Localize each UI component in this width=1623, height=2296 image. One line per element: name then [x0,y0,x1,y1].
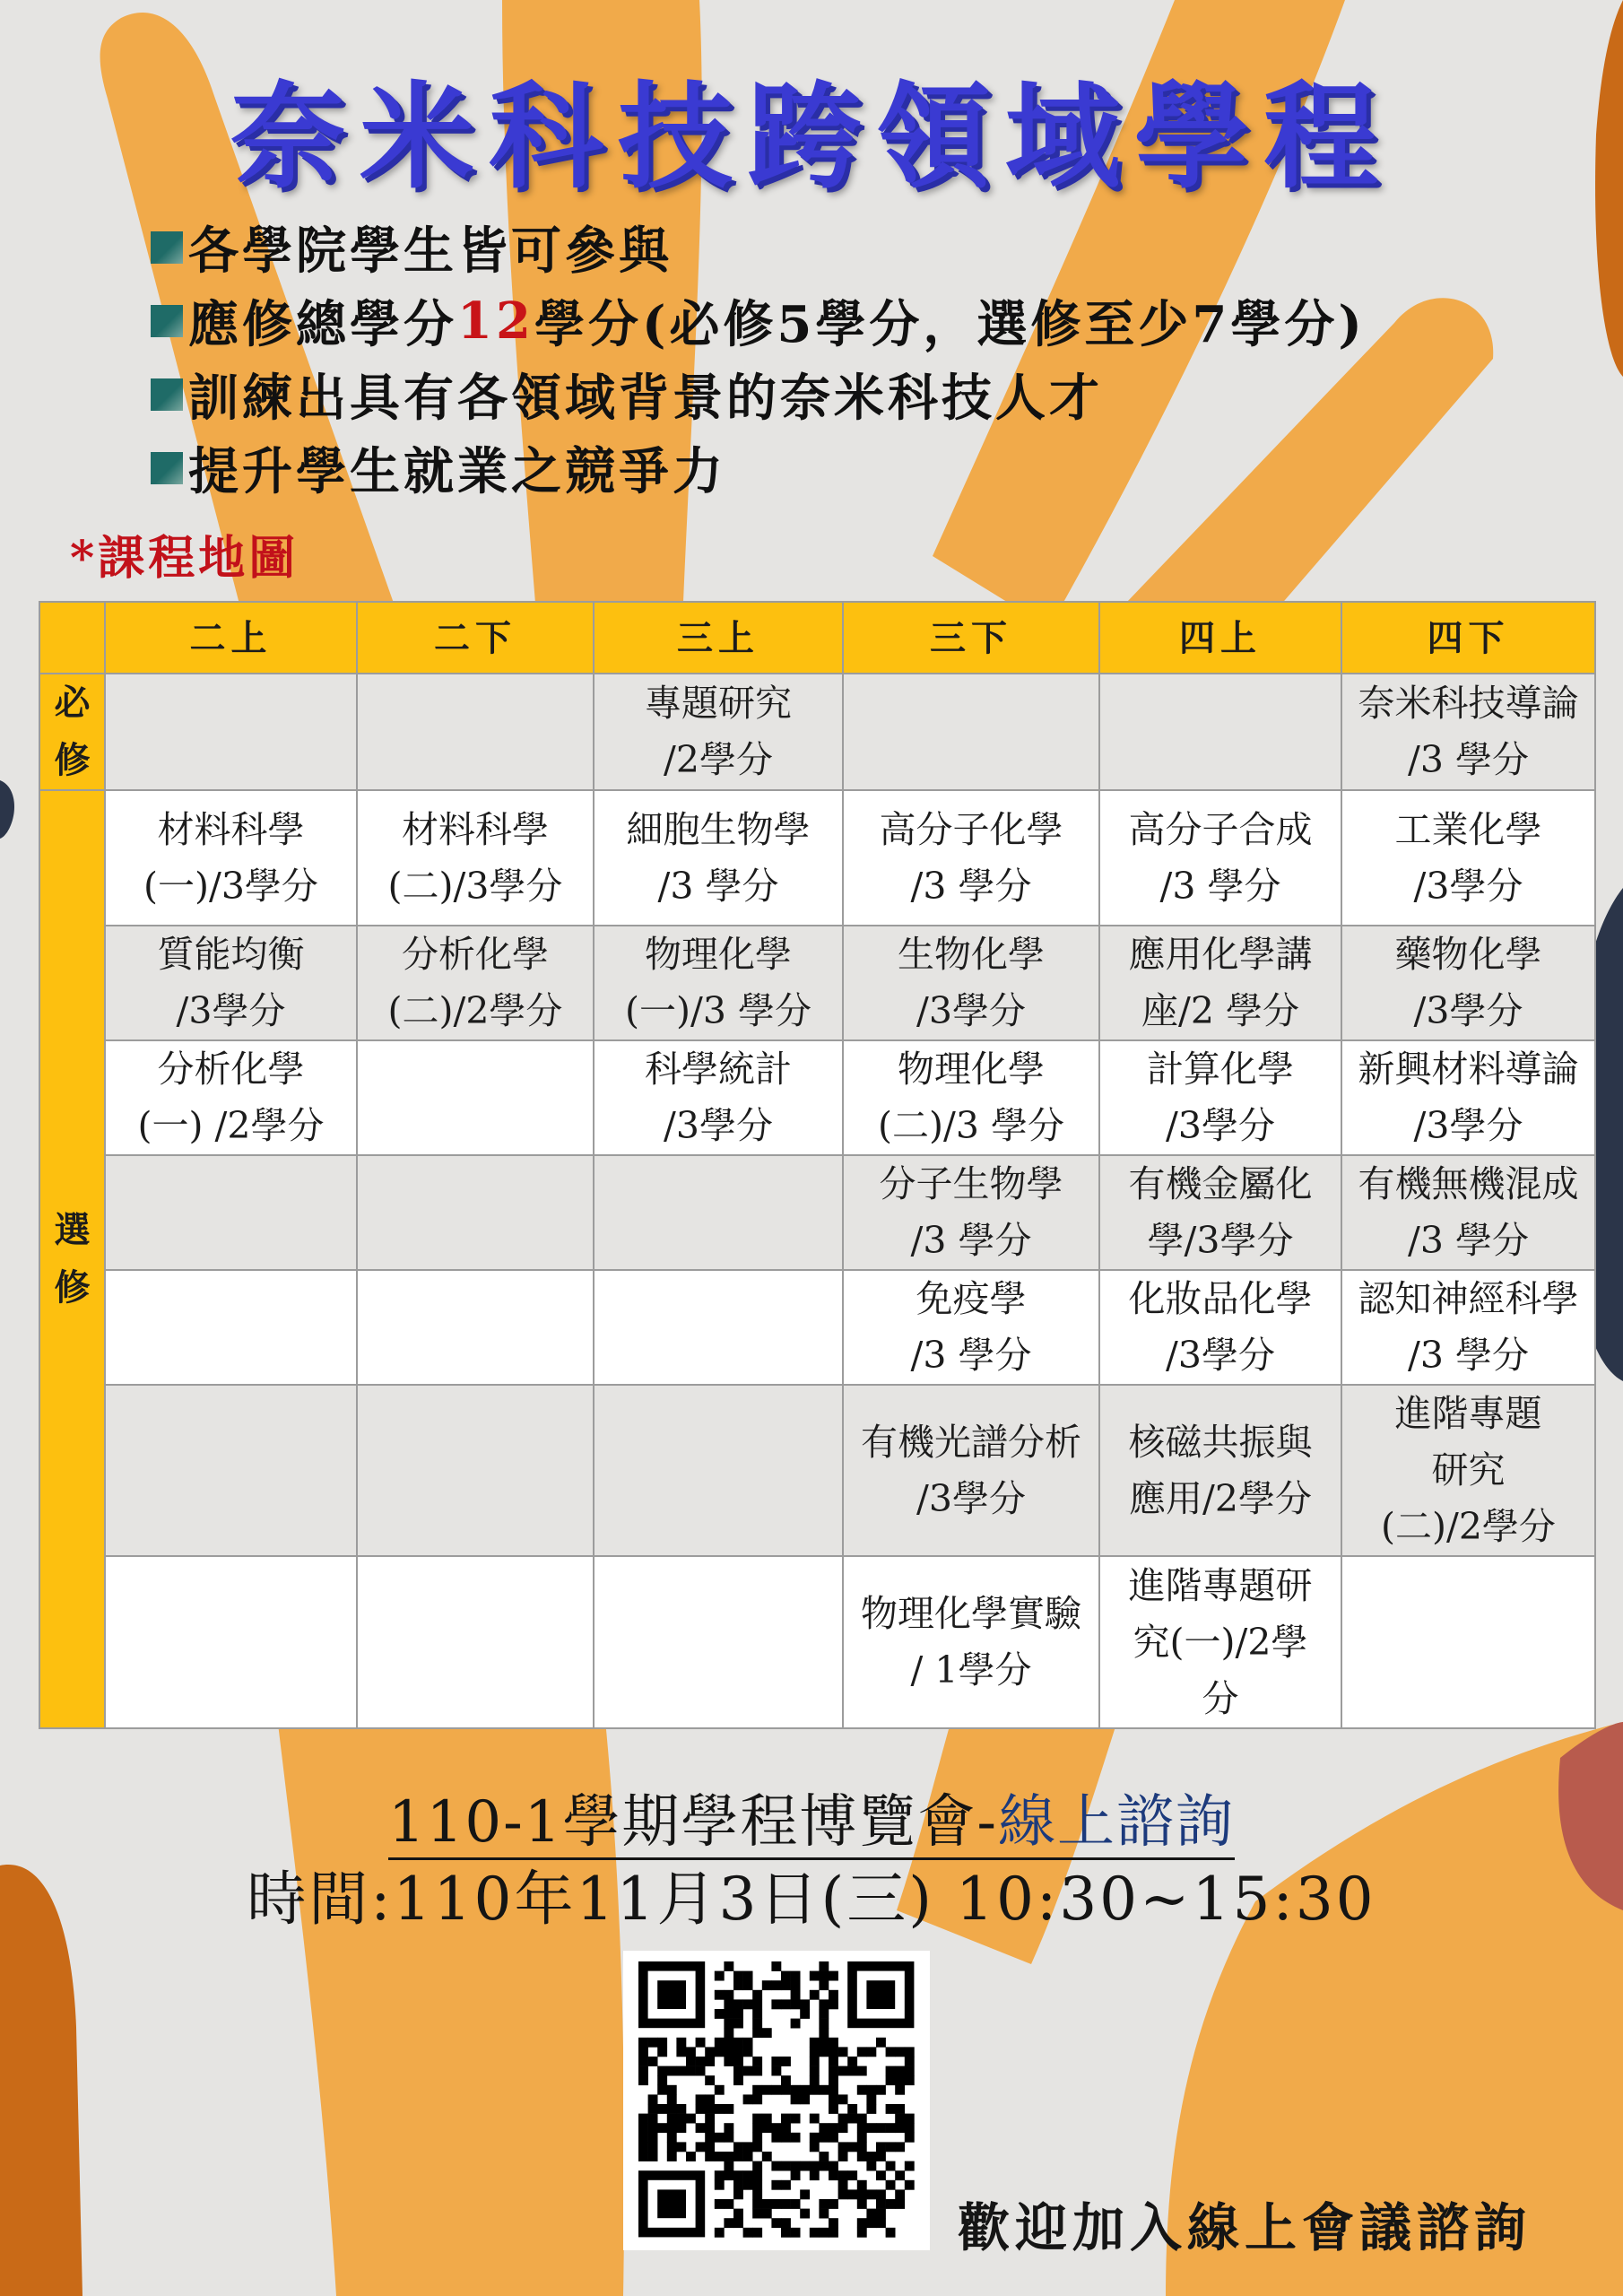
course-cell [594,1556,843,1728]
semester-header: 三下 [843,602,1099,674]
bullet-square-icon [151,452,183,484]
course-cell: 工業化學 /3學分 [1341,790,1595,926]
course-cell: 有機光譜分析 /3學分 [843,1385,1099,1556]
bullet-square-icon [151,378,183,411]
course-cell: 有機金屬化 學/3學分 [1099,1155,1341,1270]
course-cell: 化妝品化學 /3學分 [1099,1270,1341,1385]
course-cell [357,1155,594,1270]
course-cell: 應用化學講 座/2 學分 [1099,926,1341,1040]
bullet-square-icon [151,305,183,337]
course-cell: 分析化學 (二)/2學分 [357,926,594,1040]
feature-text: 訓練出具有各領域背景的奈米科技人才 [188,369,1103,428]
online-consult-link[interactable]: 線上諮詢 [998,1789,1236,1856]
course-cell [594,1155,843,1270]
course-cell: 認知神經科學 /3 學分 [1341,1270,1595,1385]
credit-highlight: 12 [457,291,534,351]
course-cell [357,1270,594,1385]
elective-label: 選 修 [39,790,105,1728]
feature-text-pre: 應修總學分 [188,295,457,354]
elective-row [39,1556,1595,1728]
course-cell [357,1556,594,1728]
course-cell: 生物化學 /3學分 [843,926,1099,1040]
course-cell: 物理化學 (一)/3 學分 [594,926,843,1040]
course-cell: 質能均衡 /3學分 [105,926,357,1040]
course-cell [1099,674,1341,790]
course-cell: 高分子合成 /3 學分 [1099,790,1341,926]
poster-title: 奈米科技跨領域學程 [230,71,1393,204]
course-cell: 計算化學 /3學分 [1099,1040,1341,1155]
elective-row [39,1040,1595,1155]
event-time: 時間:110年11月3日(三) 10:30~15:30 [247,1865,1376,1934]
course-cell: 分子生物學 /3 學分 [843,1155,1099,1270]
qr-code[interactable] [623,1951,930,2250]
course-cell: 奈米科技導論 /3 學分 [1341,674,1595,790]
course-cell: 科學統計 /3學分 [594,1040,843,1155]
course-cell [843,674,1099,790]
semester-header: 二下 [357,602,594,674]
expo-heading [0,1776,1623,1858]
course-cell: 藥物化學 /3學分 [1341,926,1595,1040]
course-cell: 高分子化學 /3 學分 [843,790,1099,926]
course-cell [105,1270,357,1385]
semester-header: 三上 [594,602,843,674]
feature-item [151,431,1366,505]
course-cell [594,1385,843,1556]
course-cell [105,1155,357,1270]
feature-item [151,284,1366,358]
course-cell: 材料科學 (一)/3學分 [105,790,357,926]
course-cell [357,674,594,790]
elective-row [39,1155,1595,1270]
course-cell: 專題研究 /2學分 [594,674,843,790]
course-cell: 物理化學實驗 / 1學分 [843,1556,1099,1728]
course-cell: 免疫學 /3 學分 [843,1270,1099,1385]
semester-header: 二上 [105,602,357,674]
course-cell: 有機無機混成 /3 學分 [1341,1155,1595,1270]
bullet-square-icon [151,231,183,264]
course-cell: 核磁共振與 應用/2學分 [1099,1385,1341,1556]
course-map-label: *課程地圖 [70,531,299,586]
table-corner [39,602,105,674]
required-row [39,674,1595,790]
course-cell [1341,1556,1595,1728]
feature-item [151,358,1366,431]
course-cell: 新興材料導論 /3學分 [1341,1040,1595,1155]
elective-row [39,790,1595,926]
semester-header: 四下 [1341,602,1595,674]
elective-row [39,1270,1595,1385]
course-cell: 細胞生物學 /3 學分 [594,790,843,926]
course-cell: 材料科學 (二)/3學分 [357,790,594,926]
feature-list [151,211,1366,505]
elective-row [39,926,1595,1040]
feature-text-post: 學分(必修5學分，選修至少7學分) [534,295,1366,354]
required-label: 必 修 [39,674,105,790]
welcome-text: 歡迎加入線上會議諮詢 [958,2197,1532,2258]
course-cell [105,1385,357,1556]
course-cell: 分析化學 (一) /2學分 [105,1040,357,1155]
elective-row [39,1385,1595,1556]
course-cell [105,674,357,790]
feature-item [151,211,1366,284]
semester-header: 四上 [1099,602,1341,674]
course-cell [357,1040,594,1155]
feature-text: 各學院學生皆可參與 [188,222,673,281]
course-map-table [39,601,1596,1729]
course-cell: 進階專題 研究 (二)/2學分 [1341,1385,1595,1556]
course-cell [105,1556,357,1728]
course-cell [594,1270,843,1385]
course-cell: 物理化學 (二)/3 學分 [843,1040,1099,1155]
feature-text: 提升學生就業之競爭力 [188,442,726,501]
course-cell: 進階專題研 究(一)/2學 分 [1099,1556,1341,1728]
course-cell [357,1385,594,1556]
expo-title: 110-1學期學程博覽會- [387,1789,999,1856]
